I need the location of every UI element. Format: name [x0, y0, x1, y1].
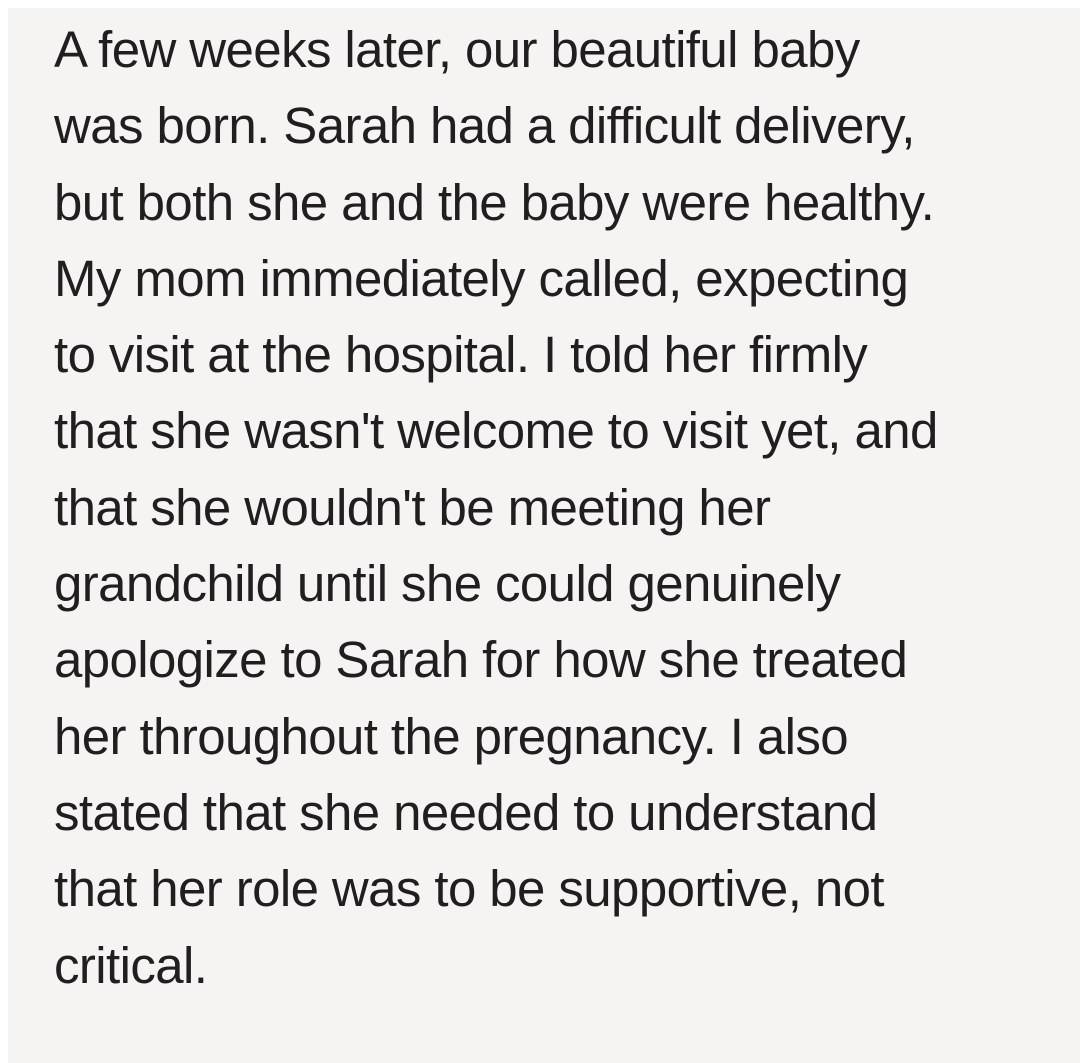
text-line: that she wasn't welcome to visit yet, and [54, 402, 938, 460]
text-line: that her role was to be supportive, not [54, 860, 884, 918]
text-line: critical. [54, 936, 208, 994]
text-line: A few weeks later, our beautiful baby [54, 21, 860, 78]
story-text [54, 12, 1034, 1004]
text-line: stated that she needed to understand [54, 783, 878, 841]
text-line: but both she and the baby were healthy. [54, 173, 935, 231]
text-line: was born. Sarah had a difficult delivery, [54, 97, 915, 155]
text-line: that she wouldn't be meeting her [54, 478, 771, 536]
text-line: grandchild until she could genuinely [54, 555, 841, 613]
text-line: her throughout the pregnancy. I also [54, 707, 849, 765]
text-line: My mom immediately called, expecting [54, 249, 909, 307]
text-line: to visit at the hospital. I told her firmly [54, 326, 868, 384]
text-line: apologize to Sarah for how she treated [54, 631, 908, 689]
